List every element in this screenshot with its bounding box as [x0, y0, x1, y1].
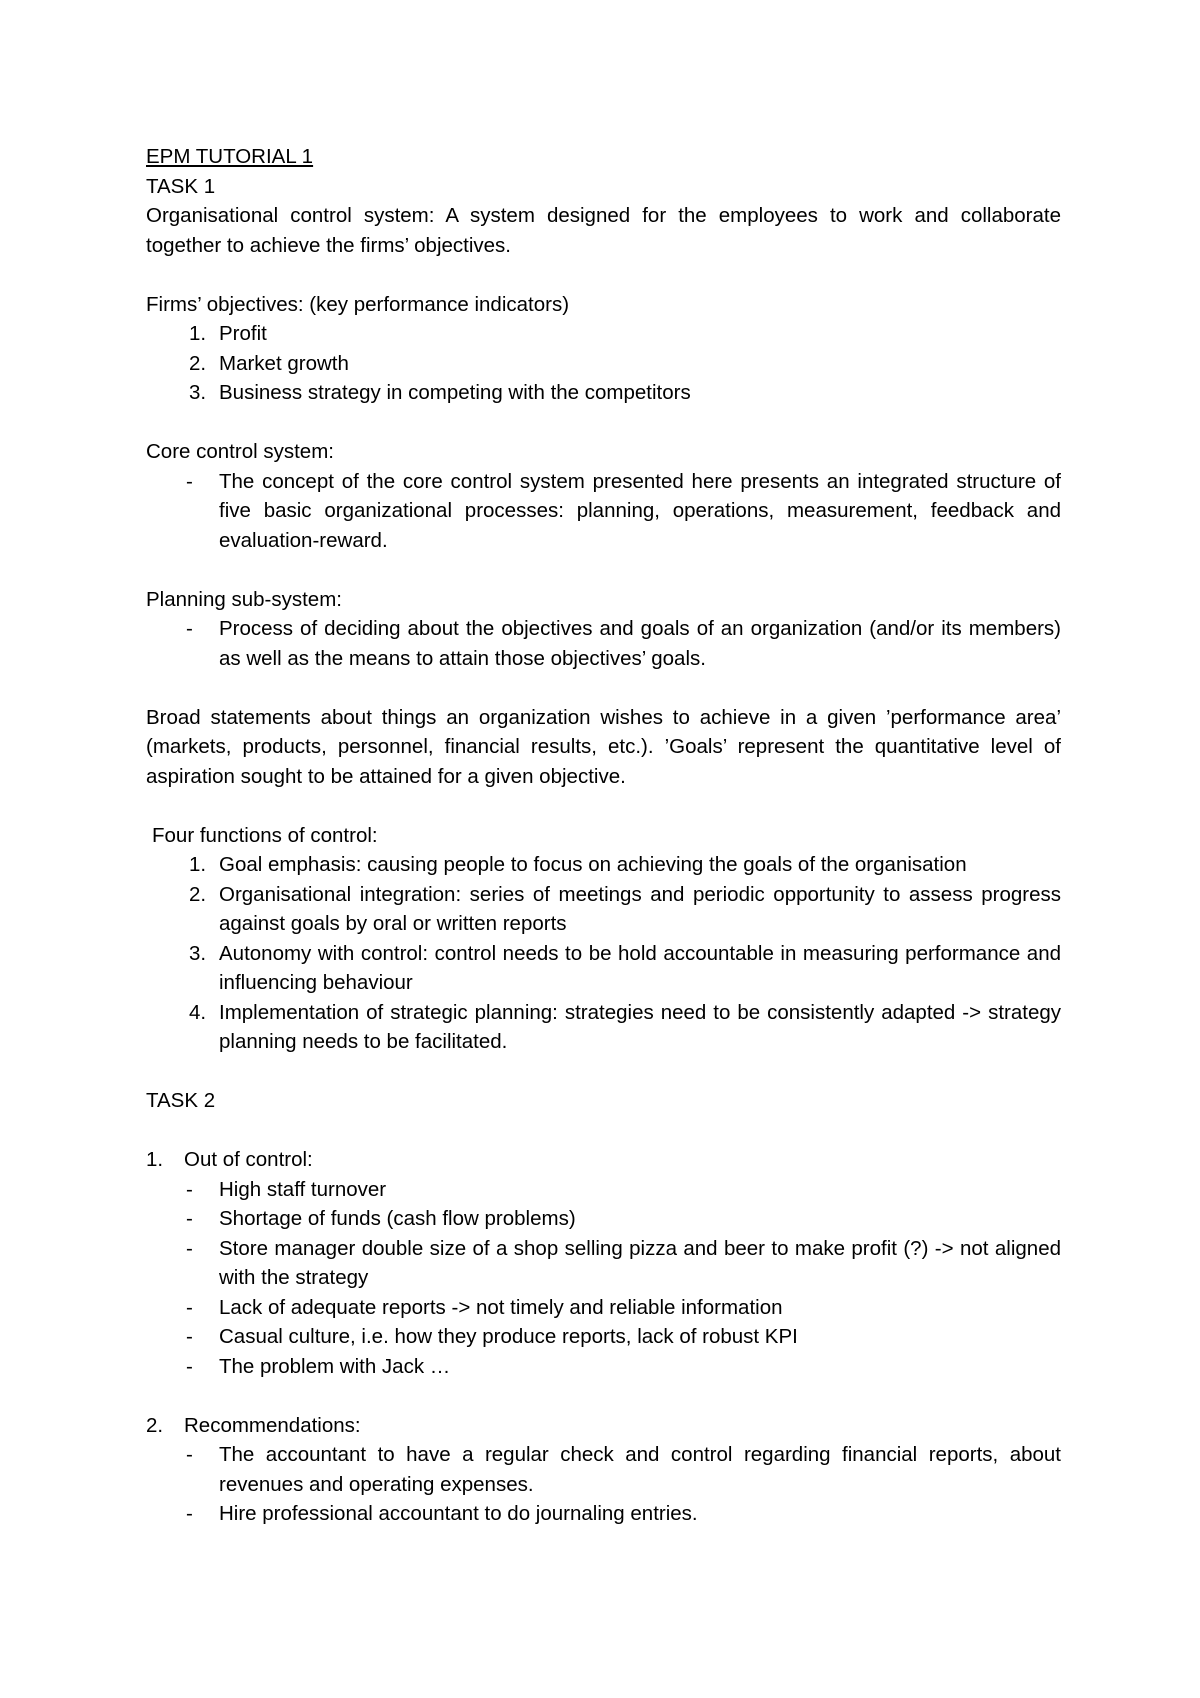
list-item: 4. Implementation of strategic planning: strategies need to be consistently adapted -> strategy planning needs to be facilitated.	[189, 1000, 1061, 1053]
core-control-heading: Core control system:	[146, 440, 334, 463]
functions-heading: Four functions of control:	[152, 823, 378, 847]
list-item: - High staff turnover	[186, 1177, 387, 1201]
document-body	[146, 142, 1061, 1529]
list-item: - The problem with Jack …	[186, 1354, 451, 1378]
list-item: - The accountant to have a regular check and control regarding financial reports, about revenues and operating expenses.	[186, 1443, 1061, 1496]
broad-statement: Broad statements about things an organization wishes to achieve in a given ’performance area’ (markets, products, personnel, financial results, etc.). ’Goals’ represent the quantitative level of aspiration sought to be attained for a given objective.	[146, 705, 1061, 788]
list-item: 2. Organisational integration: series of meetings and periodic opportunity to assess progress against goals by oral or written reports	[189, 882, 1061, 935]
objectives-heading: Firms’ objectives: (key performance indicators)	[146, 292, 570, 316]
list-item: 2. Market growth	[189, 351, 349, 375]
task1-heading: TASK 1	[146, 174, 216, 198]
task2-section-heading: 1. Out of control:	[146, 1148, 313, 1171]
list-item: 1. Profit	[189, 322, 267, 345]
recommendations-list	[146, 1440, 1061, 1529]
list-item: - Hire professional accountant to do journaling entries.	[186, 1502, 698, 1525]
list-item: - Lack of adequate reports -> not timely and reliable information	[186, 1295, 783, 1319]
task1-definition: Organisational control system: A system designed for the employees to work and collaborate together to achieve the firms’ objectives.	[146, 204, 1061, 257]
list-item: - Process of deciding about the objectives and goals of an organization (and/or its members) as well as the means to attain those objectives’ goals.	[186, 617, 1061, 670]
functions-list	[146, 850, 1061, 1057]
list-item: - The concept of the core control system presented here presents an integrated structure of five basic organizational processes: planning, operations, measurement, feedback and evaluation-reward.	[186, 469, 1061, 552]
out-of-control-list	[146, 1175, 1061, 1382]
list-item: 3. Business strategy in competing with the competitors	[189, 381, 691, 404]
list-item: - Shortage of funds (cash flow problems)	[186, 1207, 576, 1230]
task2-section-heading: 2. Recommendations:	[146, 1413, 361, 1437]
planning-heading: Planning sub-system:	[146, 587, 342, 611]
document-title: EPM TUTORIAL 1	[146, 145, 314, 168]
list-item: 1. Goal emphasis: causing people to focus on achieving the goals of the organisation	[189, 853, 967, 876]
list-item: - Store manager double size of a shop selling pizza and beer to make profit (?) -> not aligned with the strategy	[186, 1236, 1061, 1289]
objectives-list	[146, 319, 1061, 408]
task2-heading: TASK 2	[146, 1089, 216, 1112]
list-item: - Casual culture, i.e. how they produce reports, lack of robust KPI	[186, 1325, 798, 1348]
list-item: 3. Autonomy with control: control needs to be hold accountable in measuring performance and influencing behaviour	[189, 941, 1061, 994]
